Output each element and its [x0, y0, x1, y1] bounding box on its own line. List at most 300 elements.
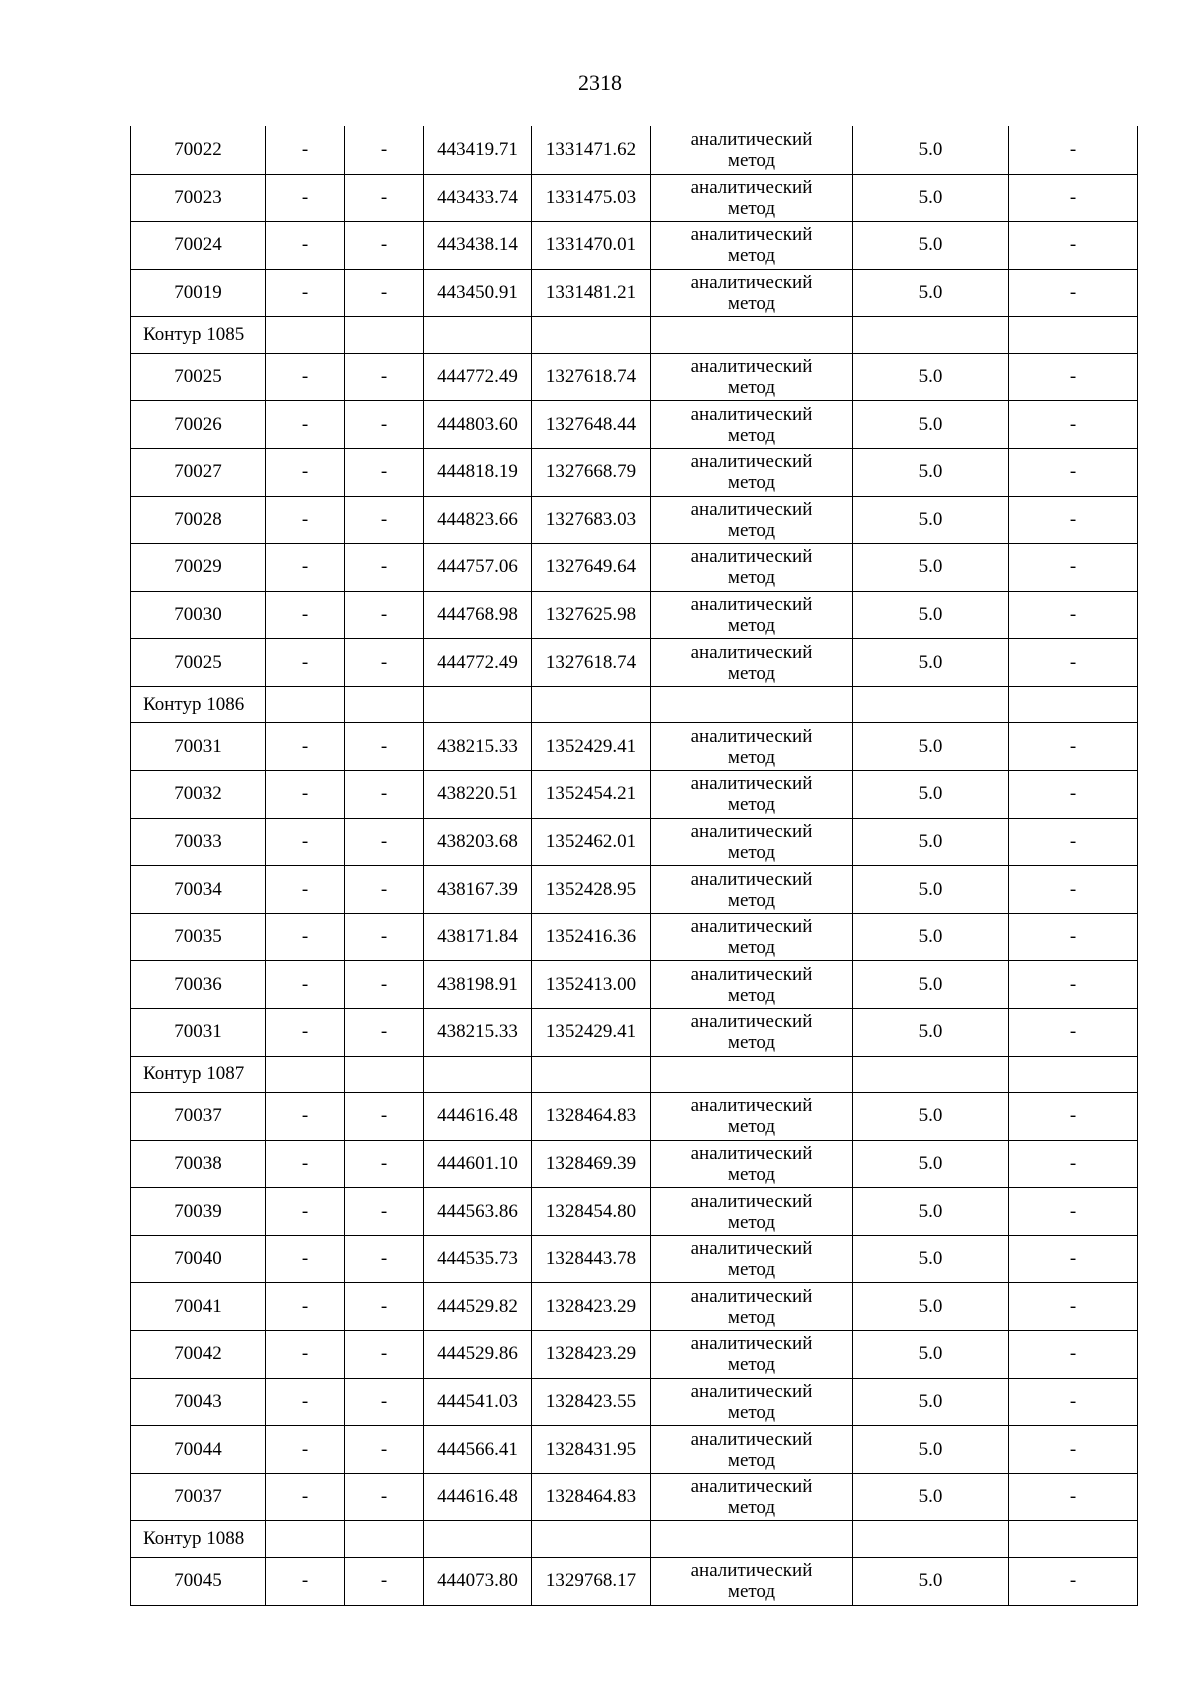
method-cell: [651, 544, 853, 592]
x-coordinate-cell: 444823.66: [424, 496, 532, 544]
note-cell: -: [1009, 1283, 1138, 1331]
note-cell: -: [1009, 1140, 1138, 1188]
x-coordinate-cell: 444803.60: [424, 401, 532, 449]
empty-cell: [424, 1521, 532, 1558]
table-row: [131, 1140, 1138, 1188]
x-coordinate-cell: 444772.49: [424, 353, 532, 401]
contour-label: Контур 1088: [131, 1521, 266, 1558]
method-cell: [651, 1235, 853, 1283]
dash-cell: -: [266, 1473, 345, 1521]
note-cell: -: [1009, 1093, 1138, 1141]
table-row: [131, 961, 1138, 1009]
y-coordinate-cell: 1352454.21: [532, 771, 651, 819]
point-id-cell: 70025: [131, 639, 266, 687]
note-cell: -: [1009, 639, 1138, 687]
dash-cell: -: [345, 1009, 424, 1057]
point-id-cell: 70031: [131, 1009, 266, 1057]
y-coordinate-cell: 1352462.01: [532, 818, 651, 866]
dash-cell: -: [266, 496, 345, 544]
accuracy-cell: 5.0: [853, 401, 1009, 449]
empty-cell: [424, 686, 532, 723]
method-line-1: аналитический: [690, 820, 813, 842]
method-line-2: метод: [727, 197, 776, 219]
method-cell: [651, 1009, 853, 1057]
dash-cell: -: [345, 723, 424, 771]
point-id-cell: 70033: [131, 818, 266, 866]
method-line-2: метод: [727, 794, 776, 816]
dash-cell: -: [266, 1188, 345, 1236]
note-cell: -: [1009, 544, 1138, 592]
method-line-1: аналитический: [690, 641, 813, 663]
point-id-cell: 70045: [131, 1557, 266, 1605]
method-cell: [651, 913, 853, 961]
x-coordinate-cell: 444563.86: [424, 1188, 532, 1236]
method-cell: [651, 1557, 853, 1605]
table-row: [131, 1331, 1138, 1379]
dash-cell: -: [266, 1235, 345, 1283]
method-line-2: метод: [727, 1211, 776, 1233]
y-coordinate-cell: 1327683.03: [532, 496, 651, 544]
x-coordinate-cell: 438198.91: [424, 961, 532, 1009]
note-cell: -: [1009, 174, 1138, 222]
method-line-2: метод: [727, 937, 776, 959]
method-cell: [651, 771, 853, 819]
dash-cell: -: [266, 1426, 345, 1474]
empty-cell: [532, 686, 651, 723]
method-line-1: аналитический: [690, 498, 813, 520]
note-cell: -: [1009, 818, 1138, 866]
y-coordinate-cell: 1331481.21: [532, 269, 651, 317]
point-id-cell: 70044: [131, 1426, 266, 1474]
point-id-cell: 70040: [131, 1235, 266, 1283]
point-id-cell: 70022: [131, 126, 266, 174]
x-coordinate-cell: 443450.91: [424, 269, 532, 317]
table-row: [131, 1473, 1138, 1521]
method-line-1: аналитический: [690, 1476, 813, 1498]
table-row: [131, 544, 1138, 592]
empty-cell: [424, 317, 532, 354]
empty-cell: [532, 317, 651, 354]
dash-cell: -: [345, 222, 424, 270]
y-coordinate-cell: 1331470.01: [532, 222, 651, 270]
accuracy-cell: 5.0: [853, 1378, 1009, 1426]
note-cell: -: [1009, 222, 1138, 270]
method-cell: [651, 1140, 853, 1188]
method-cell: [651, 591, 853, 639]
table-row: [131, 1283, 1138, 1331]
dash-cell: -: [266, 1140, 345, 1188]
x-coordinate-cell: 444073.80: [424, 1557, 532, 1605]
empty-cell: [853, 1521, 1009, 1558]
accuracy-cell: 5.0: [853, 448, 1009, 496]
y-coordinate-cell: 1352429.41: [532, 723, 651, 771]
x-coordinate-cell: 443433.74: [424, 174, 532, 222]
x-coordinate-cell: 438215.33: [424, 723, 532, 771]
x-coordinate-cell: 438167.39: [424, 866, 532, 914]
point-id-cell: 70034: [131, 866, 266, 914]
note-cell: -: [1009, 1426, 1138, 1474]
point-id-cell: 70043: [131, 1378, 266, 1426]
dash-cell: -: [266, 1093, 345, 1141]
empty-cell: [266, 317, 345, 354]
table-row: [131, 1188, 1138, 1236]
y-coordinate-cell: 1327618.74: [532, 353, 651, 401]
accuracy-cell: 5.0: [853, 1188, 1009, 1236]
dash-cell: -: [266, 222, 345, 270]
method-line-2: метод: [727, 746, 776, 768]
table-row: [131, 269, 1138, 317]
table-row: [131, 591, 1138, 639]
x-coordinate-cell: 444757.06: [424, 544, 532, 592]
table-row: [131, 913, 1138, 961]
accuracy-cell: 5.0: [853, 126, 1009, 174]
note-cell: -: [1009, 448, 1138, 496]
table-row: [131, 723, 1138, 771]
method-line-1: аналитический: [690, 916, 813, 938]
x-coordinate-cell: 444566.41: [424, 1426, 532, 1474]
method-cell: [651, 174, 853, 222]
contour-header-row: [131, 686, 1138, 723]
empty-cell: [266, 1521, 345, 1558]
y-coordinate-cell: 1328469.39: [532, 1140, 651, 1188]
accuracy-cell: 5.0: [853, 1283, 1009, 1331]
y-coordinate-cell: 1352416.36: [532, 913, 651, 961]
note-cell: -: [1009, 496, 1138, 544]
y-coordinate-cell: 1331475.03: [532, 174, 651, 222]
method-cell: [651, 1378, 853, 1426]
dash-cell: -: [266, 448, 345, 496]
x-coordinate-cell: 444541.03: [424, 1378, 532, 1426]
method-line-2: метод: [727, 424, 776, 446]
y-coordinate-cell: 1352413.00: [532, 961, 651, 1009]
method-line-1: аналитический: [690, 176, 813, 198]
y-coordinate-cell: 1328431.95: [532, 1426, 651, 1474]
method-line-2: метод: [727, 984, 776, 1006]
method-line-2: метод: [727, 1581, 776, 1603]
point-id-cell: 70026: [131, 401, 266, 449]
method-line-1: аналитический: [690, 1285, 813, 1307]
dash-cell: -: [345, 1557, 424, 1605]
method-line-1: аналитический: [690, 1428, 813, 1450]
dash-cell: -: [345, 1283, 424, 1331]
point-id-cell: 70023: [131, 174, 266, 222]
accuracy-cell: 5.0: [853, 496, 1009, 544]
empty-cell: [532, 1521, 651, 1558]
method-cell: [651, 448, 853, 496]
method-line-2: метод: [727, 245, 776, 267]
method-line-2: метод: [727, 1354, 776, 1376]
x-coordinate-cell: 444772.49: [424, 639, 532, 687]
method-cell: [651, 496, 853, 544]
method-cell: [651, 401, 853, 449]
method-line-1: аналитический: [690, 1011, 813, 1033]
note-cell: -: [1009, 961, 1138, 1009]
note-cell: -: [1009, 1473, 1138, 1521]
x-coordinate-cell: 444818.19: [424, 448, 532, 496]
method-line-1: аналитический: [690, 546, 813, 568]
method-line-1: аналитический: [690, 1380, 813, 1402]
x-coordinate-cell: 443438.14: [424, 222, 532, 270]
method-cell: [651, 1426, 853, 1474]
note-cell: -: [1009, 1331, 1138, 1379]
method-cell: [651, 353, 853, 401]
accuracy-cell: 5.0: [853, 1009, 1009, 1057]
x-coordinate-cell: 444768.98: [424, 591, 532, 639]
empty-cell: [266, 1056, 345, 1093]
method-line-1: аналитический: [690, 725, 813, 747]
method-line-2: метод: [727, 1116, 776, 1138]
dash-cell: -: [345, 1093, 424, 1141]
y-coordinate-cell: 1327668.79: [532, 448, 651, 496]
accuracy-cell: 5.0: [853, 353, 1009, 401]
point-id-cell: 70042: [131, 1331, 266, 1379]
accuracy-cell: 5.0: [853, 591, 1009, 639]
table-row: [131, 353, 1138, 401]
method-line-1: аналитический: [690, 1560, 813, 1582]
dash-cell: -: [345, 126, 424, 174]
method-line-2: метод: [727, 377, 776, 399]
dash-cell: -: [345, 961, 424, 1009]
table-row: [131, 174, 1138, 222]
table-row: [131, 639, 1138, 687]
accuracy-cell: 5.0: [853, 1331, 1009, 1379]
method-line-2: метод: [727, 1401, 776, 1423]
method-line-2: метод: [727, 889, 776, 911]
point-id-cell: 70025: [131, 353, 266, 401]
dash-cell: -: [345, 866, 424, 914]
note-cell: -: [1009, 126, 1138, 174]
point-id-cell: 70019: [131, 269, 266, 317]
dash-cell: -: [266, 723, 345, 771]
accuracy-cell: 5.0: [853, 222, 1009, 270]
method-line-1: аналитический: [690, 1142, 813, 1164]
empty-cell: [853, 686, 1009, 723]
point-id-cell: 70037: [131, 1093, 266, 1141]
accuracy-cell: 5.0: [853, 1140, 1009, 1188]
dash-cell: -: [266, 401, 345, 449]
method-cell: [651, 866, 853, 914]
method-line-2: метод: [727, 1306, 776, 1328]
empty-cell: [345, 1056, 424, 1093]
y-coordinate-cell: 1328454.80: [532, 1188, 651, 1236]
dash-cell: -: [345, 913, 424, 961]
y-coordinate-cell: 1352429.41: [532, 1009, 651, 1057]
empty-cell: [853, 317, 1009, 354]
x-coordinate-cell: 444616.48: [424, 1473, 532, 1521]
note-cell: -: [1009, 913, 1138, 961]
dash-cell: -: [266, 866, 345, 914]
note-cell: -: [1009, 771, 1138, 819]
y-coordinate-cell: 1328423.55: [532, 1378, 651, 1426]
method-cell: [651, 126, 853, 174]
empty-cell: [345, 317, 424, 354]
dash-cell: -: [345, 544, 424, 592]
empty-cell: [651, 686, 853, 723]
method-cell: [651, 961, 853, 1009]
method-line-2: метод: [727, 1259, 776, 1281]
dash-cell: -: [345, 1473, 424, 1521]
note-cell: -: [1009, 591, 1138, 639]
method-cell: [651, 723, 853, 771]
dash-cell: -: [345, 401, 424, 449]
dash-cell: -: [266, 591, 345, 639]
y-coordinate-cell: 1328464.83: [532, 1473, 651, 1521]
note-cell: -: [1009, 1188, 1138, 1236]
dash-cell: -: [266, 913, 345, 961]
dash-cell: -: [345, 496, 424, 544]
dash-cell: -: [345, 591, 424, 639]
dash-cell: -: [266, 1009, 345, 1057]
empty-cell: [266, 686, 345, 723]
contour-label: Контур 1086: [131, 686, 266, 723]
point-id-cell: 70032: [131, 771, 266, 819]
y-coordinate-cell: 1352428.95: [532, 866, 651, 914]
method-line-1: аналитический: [690, 271, 813, 293]
dash-cell: -: [266, 1331, 345, 1379]
table-row: [131, 1378, 1138, 1426]
point-id-cell: 70039: [131, 1188, 266, 1236]
point-id-cell: 70029: [131, 544, 266, 592]
y-coordinate-cell: 1327648.44: [532, 401, 651, 449]
method-line-2: метод: [727, 1032, 776, 1054]
method-line-2: метод: [727, 519, 776, 541]
accuracy-cell: 5.0: [853, 1093, 1009, 1141]
method-cell: [651, 1473, 853, 1521]
empty-cell: [651, 317, 853, 354]
dash-cell: -: [345, 1426, 424, 1474]
empty-cell: [651, 1056, 853, 1093]
page-number: 2318: [578, 70, 622, 95]
empty-cell: [651, 1521, 853, 1558]
x-coordinate-cell: 438171.84: [424, 913, 532, 961]
dash-cell: -: [345, 1235, 424, 1283]
point-id-cell: 70037: [131, 1473, 266, 1521]
x-coordinate-cell: 444529.86: [424, 1331, 532, 1379]
accuracy-cell: 5.0: [853, 1426, 1009, 1474]
method-line-1: аналитический: [690, 1238, 813, 1260]
y-coordinate-cell: 1327649.64: [532, 544, 651, 592]
point-id-cell: 70028: [131, 496, 266, 544]
method-line-2: метод: [727, 1163, 776, 1185]
x-coordinate-cell: 444601.10: [424, 1140, 532, 1188]
note-cell: -: [1009, 1557, 1138, 1605]
point-id-cell: 70031: [131, 723, 266, 771]
x-coordinate-cell: 444616.48: [424, 1093, 532, 1141]
contour-header-row: [131, 317, 1138, 354]
dash-cell: -: [345, 448, 424, 496]
dash-cell: -: [345, 269, 424, 317]
dash-cell: -: [345, 1331, 424, 1379]
contour-label: Контур 1087: [131, 1056, 266, 1093]
method-line-1: аналитический: [690, 1190, 813, 1212]
table-row: [131, 1235, 1138, 1283]
y-coordinate-cell: 1331471.62: [532, 126, 651, 174]
method-cell: [651, 1283, 853, 1331]
point-id-cell: 70027: [131, 448, 266, 496]
y-coordinate-cell: 1328464.83: [532, 1093, 651, 1141]
method-cell: [651, 639, 853, 687]
accuracy-cell: 5.0: [853, 818, 1009, 866]
table-row: [131, 1093, 1138, 1141]
x-coordinate-cell: 438220.51: [424, 771, 532, 819]
table-row: [131, 496, 1138, 544]
method-line-2: метод: [727, 292, 776, 314]
method-line-1: аналитический: [690, 356, 813, 378]
note-cell: -: [1009, 1235, 1138, 1283]
table-body: [131, 126, 1138, 1605]
contour-header-row: [131, 1521, 1138, 1558]
dash-cell: -: [266, 544, 345, 592]
method-line-2: метод: [727, 841, 776, 863]
point-id-cell: 70036: [131, 961, 266, 1009]
y-coordinate-cell: 1327618.74: [532, 639, 651, 687]
point-id-cell: 70030: [131, 591, 266, 639]
dash-cell: -: [266, 174, 345, 222]
x-coordinate-cell: 444529.82: [424, 1283, 532, 1331]
dash-cell: -: [345, 639, 424, 687]
table-row: [131, 1426, 1138, 1474]
contour-header-row: [131, 1056, 1138, 1093]
x-coordinate-cell: 443419.71: [424, 126, 532, 174]
method-line-2: метод: [727, 662, 776, 684]
method-cell: [651, 1331, 853, 1379]
accuracy-cell: 5.0: [853, 1473, 1009, 1521]
accuracy-cell: 5.0: [853, 1557, 1009, 1605]
method-cell: [651, 1188, 853, 1236]
y-coordinate-cell: 1327625.98: [532, 591, 651, 639]
x-coordinate-cell: 438215.33: [424, 1009, 532, 1057]
empty-cell: [1009, 1056, 1138, 1093]
method-line-1: аналитический: [690, 403, 813, 425]
dash-cell: -: [266, 353, 345, 401]
method-line-1: аналитический: [690, 128, 813, 150]
note-cell: -: [1009, 269, 1138, 317]
coordinates-table: [130, 126, 1138, 1606]
x-coordinate-cell: 444535.73: [424, 1235, 532, 1283]
dash-cell: -: [266, 771, 345, 819]
table-row: [131, 222, 1138, 270]
dash-cell: -: [266, 639, 345, 687]
point-id-cell: 70024: [131, 222, 266, 270]
accuracy-cell: 5.0: [853, 961, 1009, 1009]
method-cell: [651, 222, 853, 270]
x-coordinate-cell: 438203.68: [424, 818, 532, 866]
note-cell: -: [1009, 353, 1138, 401]
y-coordinate-cell: 1328443.78: [532, 1235, 651, 1283]
method-line-1: аналитический: [690, 868, 813, 890]
accuracy-cell: 5.0: [853, 269, 1009, 317]
table-row: [131, 771, 1138, 819]
dash-cell: -: [345, 1188, 424, 1236]
method-line-1: аналитический: [690, 451, 813, 473]
empty-cell: [345, 686, 424, 723]
empty-cell: [424, 1056, 532, 1093]
method-line-2: метод: [727, 472, 776, 494]
table-row: [131, 1557, 1138, 1605]
dash-cell: -: [345, 771, 424, 819]
table-row: [131, 448, 1138, 496]
table-row: [131, 818, 1138, 866]
note-cell: -: [1009, 401, 1138, 449]
empty-cell: [1009, 317, 1138, 354]
dash-cell: -: [266, 1557, 345, 1605]
dash-cell: -: [266, 1378, 345, 1426]
accuracy-cell: 5.0: [853, 723, 1009, 771]
method-line-2: метод: [727, 615, 776, 637]
empty-cell: [345, 1521, 424, 1558]
method-line-2: метод: [727, 567, 776, 589]
method-line-1: аналитический: [690, 594, 813, 616]
